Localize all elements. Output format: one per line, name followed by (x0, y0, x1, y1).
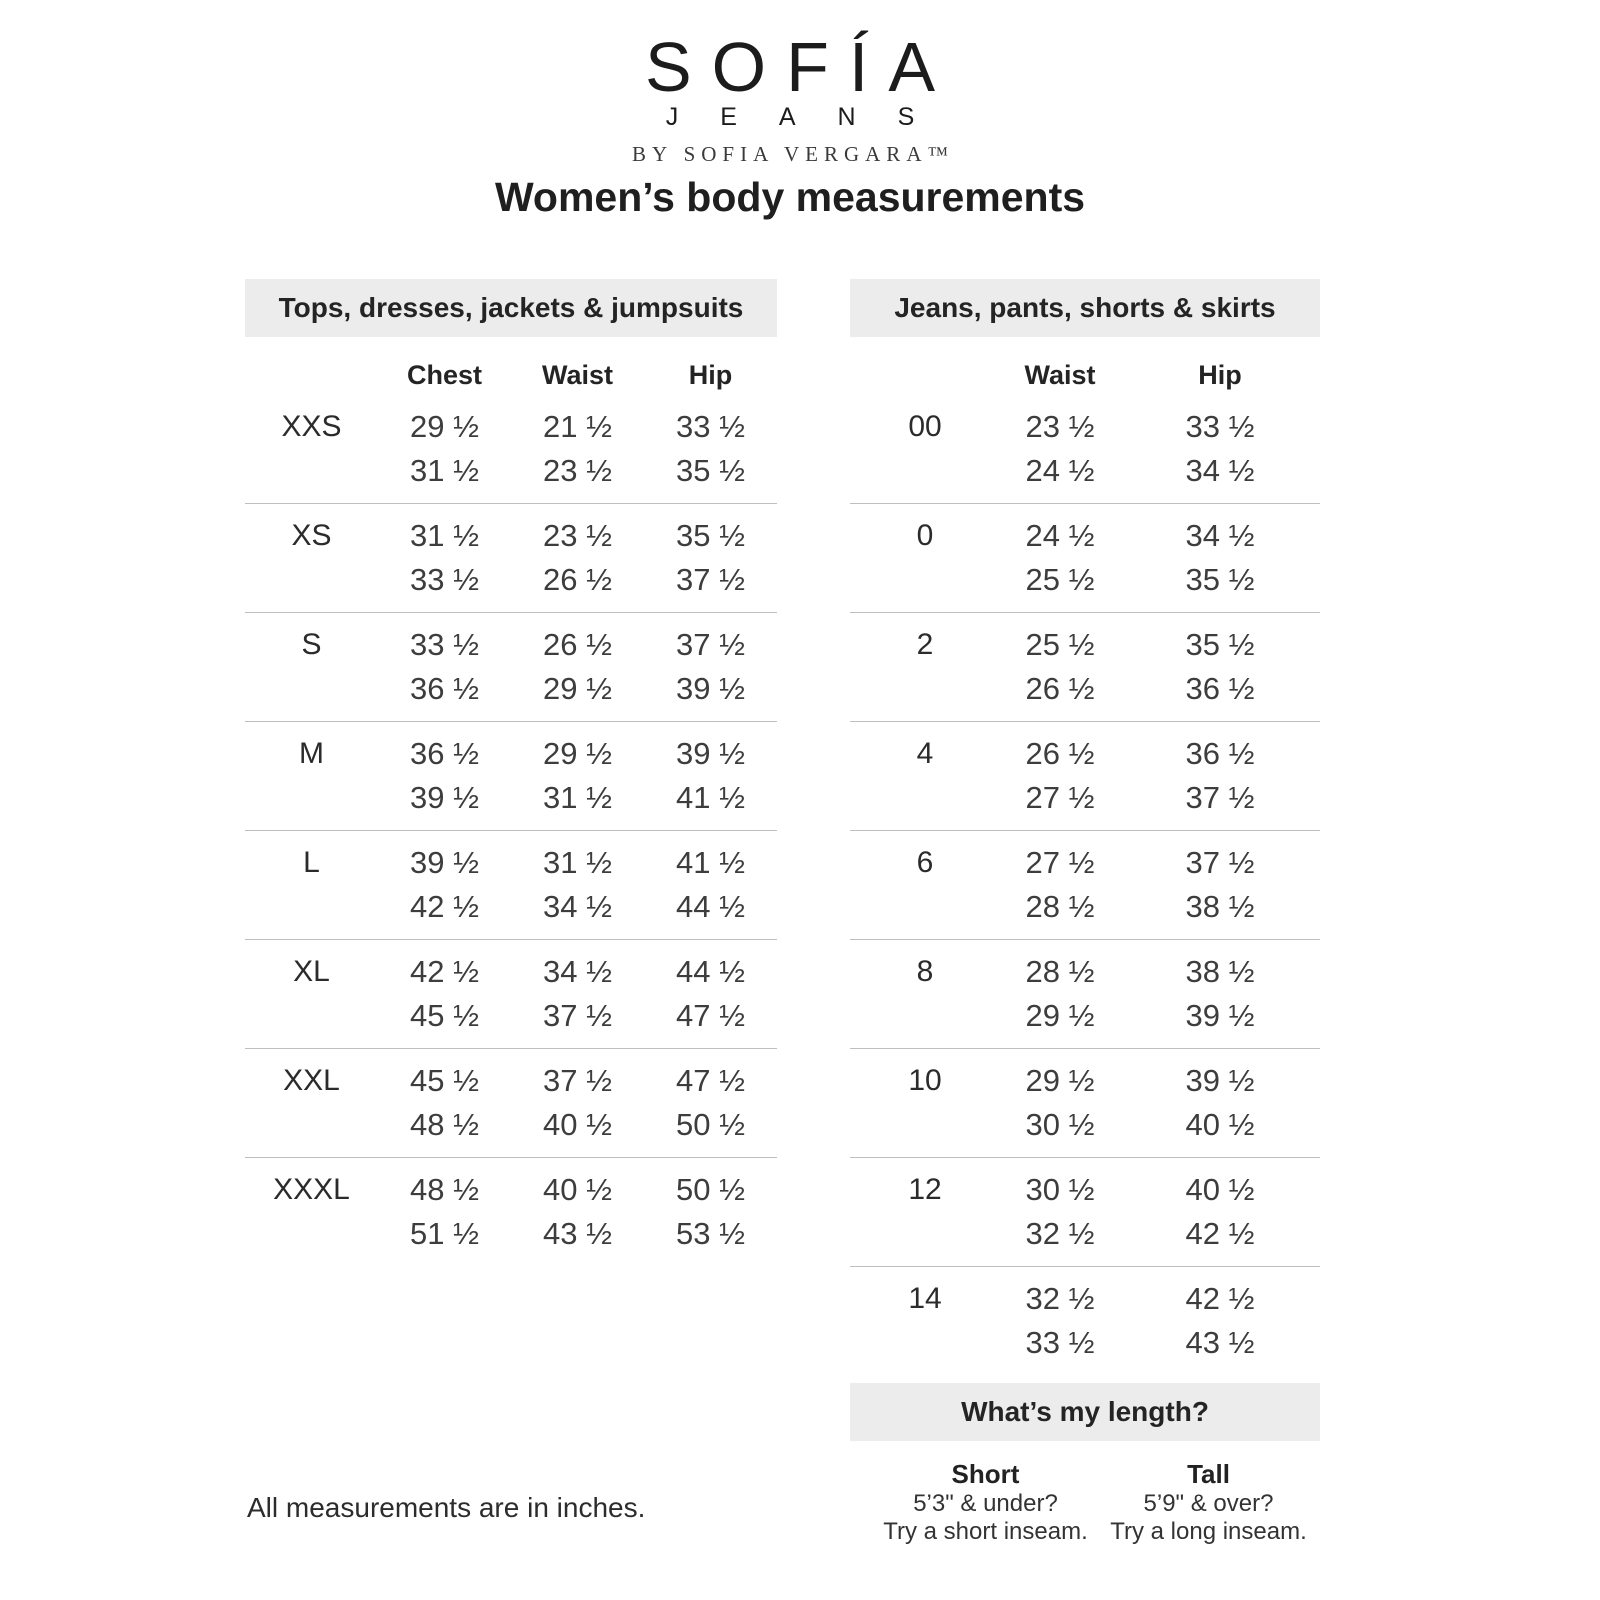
length-option (874, 1458, 1097, 1546)
waist-max-value: 29 ½ (543, 671, 612, 706)
waist-min-value: 30 ½ (1025, 1172, 1095, 1207)
size-label: L (303, 846, 320, 879)
chest-min-value: 48 ½ (410, 1172, 479, 1207)
table-row (245, 612, 777, 721)
table-row (245, 395, 777, 503)
hip-max-value: 37 ½ (676, 562, 745, 597)
size-label: 14 (908, 1282, 942, 1315)
bottoms-table-body (850, 395, 1320, 1375)
waist-max-value: 26 ½ (543, 562, 612, 597)
hip-max-value: 47 ½ (676, 998, 745, 1033)
hip-max-value: 53 ½ (676, 1216, 745, 1251)
table-row (850, 721, 1320, 830)
size-label: 4 (916, 737, 934, 770)
waist-max-value: 27 ½ (1025, 780, 1095, 815)
hip-min-value: 42 ½ (1185, 1281, 1255, 1316)
hip-max-value: 39 ½ (1185, 998, 1255, 1033)
brand-logo (0, 28, 1580, 166)
waist-max-value: 43 ½ (543, 1216, 612, 1251)
length-option-advice: Try a short inseam. (883, 1518, 1088, 1545)
table-row (245, 1157, 777, 1266)
waist-min-value: 21 ½ (543, 409, 612, 444)
hip-min-value: 40 ½ (1185, 1172, 1255, 1207)
hip-max-value: 35 ½ (676, 453, 745, 488)
measurements-footnote: All measurements are in inches. (247, 1492, 646, 1523)
tops-table-body (245, 395, 777, 1266)
hip-max-value: 43 ½ (1185, 1325, 1255, 1360)
table-row (850, 612, 1320, 721)
length-guide-title: What’s my length? (850, 1383, 1320, 1441)
column-header-chest: Chest (406, 359, 482, 390)
hip-max-value: 40 ½ (1185, 1107, 1255, 1142)
table-row (245, 830, 777, 939)
hip-min-value: 50 ½ (676, 1172, 745, 1207)
chest-min-value: 42 ½ (410, 954, 479, 989)
waist-max-value: 37 ½ (543, 998, 612, 1033)
waist-max-value: 25 ½ (1025, 562, 1095, 597)
brand-logo-sofia: SOFÍA (644, 28, 956, 106)
hip-max-value: 34 ½ (1185, 453, 1255, 488)
table-row (850, 503, 1320, 612)
hip-max-value: 35 ½ (1185, 562, 1255, 597)
table-row (245, 721, 777, 830)
chest-min-value: 45 ½ (410, 1063, 479, 1098)
bottoms-table-title: Jeans, pants, shorts & skirts (850, 279, 1320, 337)
brand-logo-byline: BY SOFIA VERGARA™ (631, 142, 955, 166)
table-row (245, 503, 777, 612)
waist-max-value: 28 ½ (1025, 889, 1095, 924)
hip-max-value: 42 ½ (1185, 1216, 1255, 1251)
size-label: 2 (916, 628, 934, 661)
waist-max-value: 23 ½ (543, 453, 612, 488)
chest-min-value: 33 ½ (410, 627, 479, 662)
chest-max-value: 33 ½ (410, 562, 479, 597)
waist-max-value: 40 ½ (543, 1107, 612, 1142)
table-row (245, 1048, 777, 1157)
size-label: XL (293, 955, 330, 988)
column-header-waist: Waist (541, 359, 613, 390)
size-label: 6 (916, 846, 934, 879)
size-label: XXL (283, 1064, 340, 1097)
size-label: 12 (908, 1173, 942, 1206)
waist-max-value: 24 ½ (1025, 453, 1095, 488)
chest-max-value: 42 ½ (410, 889, 479, 924)
chest-max-value: 36 ½ (410, 671, 479, 706)
waist-min-value: 25 ½ (1025, 627, 1095, 662)
hip-max-value: 38 ½ (1185, 889, 1255, 924)
brand-logo-jeans: JEANS (665, 103, 957, 131)
bottoms-table (850, 279, 1320, 1546)
table-row (245, 939, 777, 1048)
waist-min-value: 28 ½ (1025, 954, 1095, 989)
bottoms-table-column-headers (850, 355, 1320, 395)
waist-min-value: 40 ½ (543, 1172, 612, 1207)
hip-max-value: 39 ½ (676, 671, 745, 706)
size-label: 8 (916, 955, 934, 988)
waist-max-value: 34 ½ (543, 889, 612, 924)
waist-min-value: 29 ½ (1025, 1063, 1095, 1098)
table-row (850, 939, 1320, 1048)
size-label: 00 (908, 410, 942, 443)
chest-max-value: 51 ½ (410, 1216, 479, 1251)
waist-min-value: 29 ½ (543, 736, 612, 771)
length-option-height: 5’3" & under? (913, 1490, 1058, 1517)
hip-min-value: 38 ½ (1185, 954, 1255, 989)
chest-min-value: 31 ½ (410, 518, 479, 553)
table-row (850, 1048, 1320, 1157)
length-option-advice: Try a long inseam. (1110, 1518, 1307, 1545)
waist-min-value: 34 ½ (543, 954, 612, 989)
waist-min-value: 26 ½ (543, 627, 612, 662)
hip-min-value: 37 ½ (676, 627, 745, 662)
waist-min-value: 26 ½ (1025, 736, 1095, 771)
waist-max-value: 32 ½ (1025, 1216, 1095, 1251)
hip-min-value: 47 ½ (676, 1063, 745, 1098)
hip-min-value: 41 ½ (676, 845, 745, 880)
size-label: XXS (281, 410, 342, 443)
column-header-hip: Hip (688, 359, 733, 390)
column-header-waist: Waist (1024, 359, 1096, 390)
hip-max-value: 41 ½ (676, 780, 745, 815)
table-row (850, 1266, 1320, 1375)
size-label: 0 (916, 519, 934, 552)
size-label: S (301, 628, 322, 661)
hip-min-value: 33 ½ (676, 409, 745, 444)
length-option-label: Tall (1187, 1459, 1230, 1489)
length-option-label: Short (951, 1459, 1020, 1489)
hip-min-value: 36 ½ (1185, 736, 1255, 771)
hip-min-value: 35 ½ (1185, 627, 1255, 662)
chest-min-value: 36 ½ (410, 736, 479, 771)
hip-min-value: 39 ½ (1185, 1063, 1255, 1098)
hip-min-value: 39 ½ (676, 736, 745, 771)
waist-min-value: 23 ½ (1025, 409, 1095, 444)
tops-table (245, 279, 777, 1266)
length-option-height: 5’9" & over? (1143, 1490, 1274, 1517)
size-label: 10 (908, 1064, 942, 1097)
column-header-hip: Hip (1198, 359, 1242, 390)
hip-min-value: 37 ½ (1185, 845, 1255, 880)
waist-min-value: 23 ½ (543, 518, 612, 553)
waist-max-value: 29 ½ (1025, 998, 1095, 1033)
table-row (850, 1157, 1320, 1266)
waist-min-value: 32 ½ (1025, 1281, 1095, 1316)
size-label: M (299, 737, 324, 770)
waist-min-value: 31 ½ (543, 845, 612, 880)
tops-table-column-headers (245, 355, 777, 395)
waist-min-value: 37 ½ (543, 1063, 612, 1098)
waist-max-value: 33 ½ (1025, 1325, 1095, 1360)
hip-max-value: 37 ½ (1185, 780, 1255, 815)
waist-max-value: 26 ½ (1025, 671, 1095, 706)
length-guide-options (850, 1458, 1320, 1546)
hip-max-value: 44 ½ (676, 889, 745, 924)
waist-min-value: 27 ½ (1025, 845, 1095, 880)
tops-table-title: Tops, dresses, jackets & jumpsuits (245, 279, 777, 337)
hip-max-value: 50 ½ (676, 1107, 745, 1142)
size-label: XXXL (273, 1173, 350, 1206)
length-option (1097, 1458, 1320, 1546)
chest-min-value: 39 ½ (410, 845, 479, 880)
chest-max-value: 45 ½ (410, 998, 479, 1033)
hip-min-value: 34 ½ (1185, 518, 1255, 553)
table-row (850, 830, 1320, 939)
waist-max-value: 31 ½ (543, 780, 612, 815)
page-title: Women’s body measurements (494, 174, 1086, 220)
hip-min-value: 33 ½ (1185, 409, 1255, 444)
hip-min-value: 44 ½ (676, 954, 745, 989)
chest-min-value: 29 ½ (410, 409, 479, 444)
waist-min-value: 24 ½ (1025, 518, 1095, 553)
chest-max-value: 31 ½ (410, 453, 479, 488)
size-label: XS (291, 519, 332, 552)
chest-max-value: 39 ½ (410, 780, 479, 815)
chest-max-value: 48 ½ (410, 1107, 479, 1142)
hip-min-value: 35 ½ (676, 518, 745, 553)
waist-max-value: 30 ½ (1025, 1107, 1095, 1142)
hip-max-value: 36 ½ (1185, 671, 1255, 706)
table-row (850, 395, 1320, 503)
